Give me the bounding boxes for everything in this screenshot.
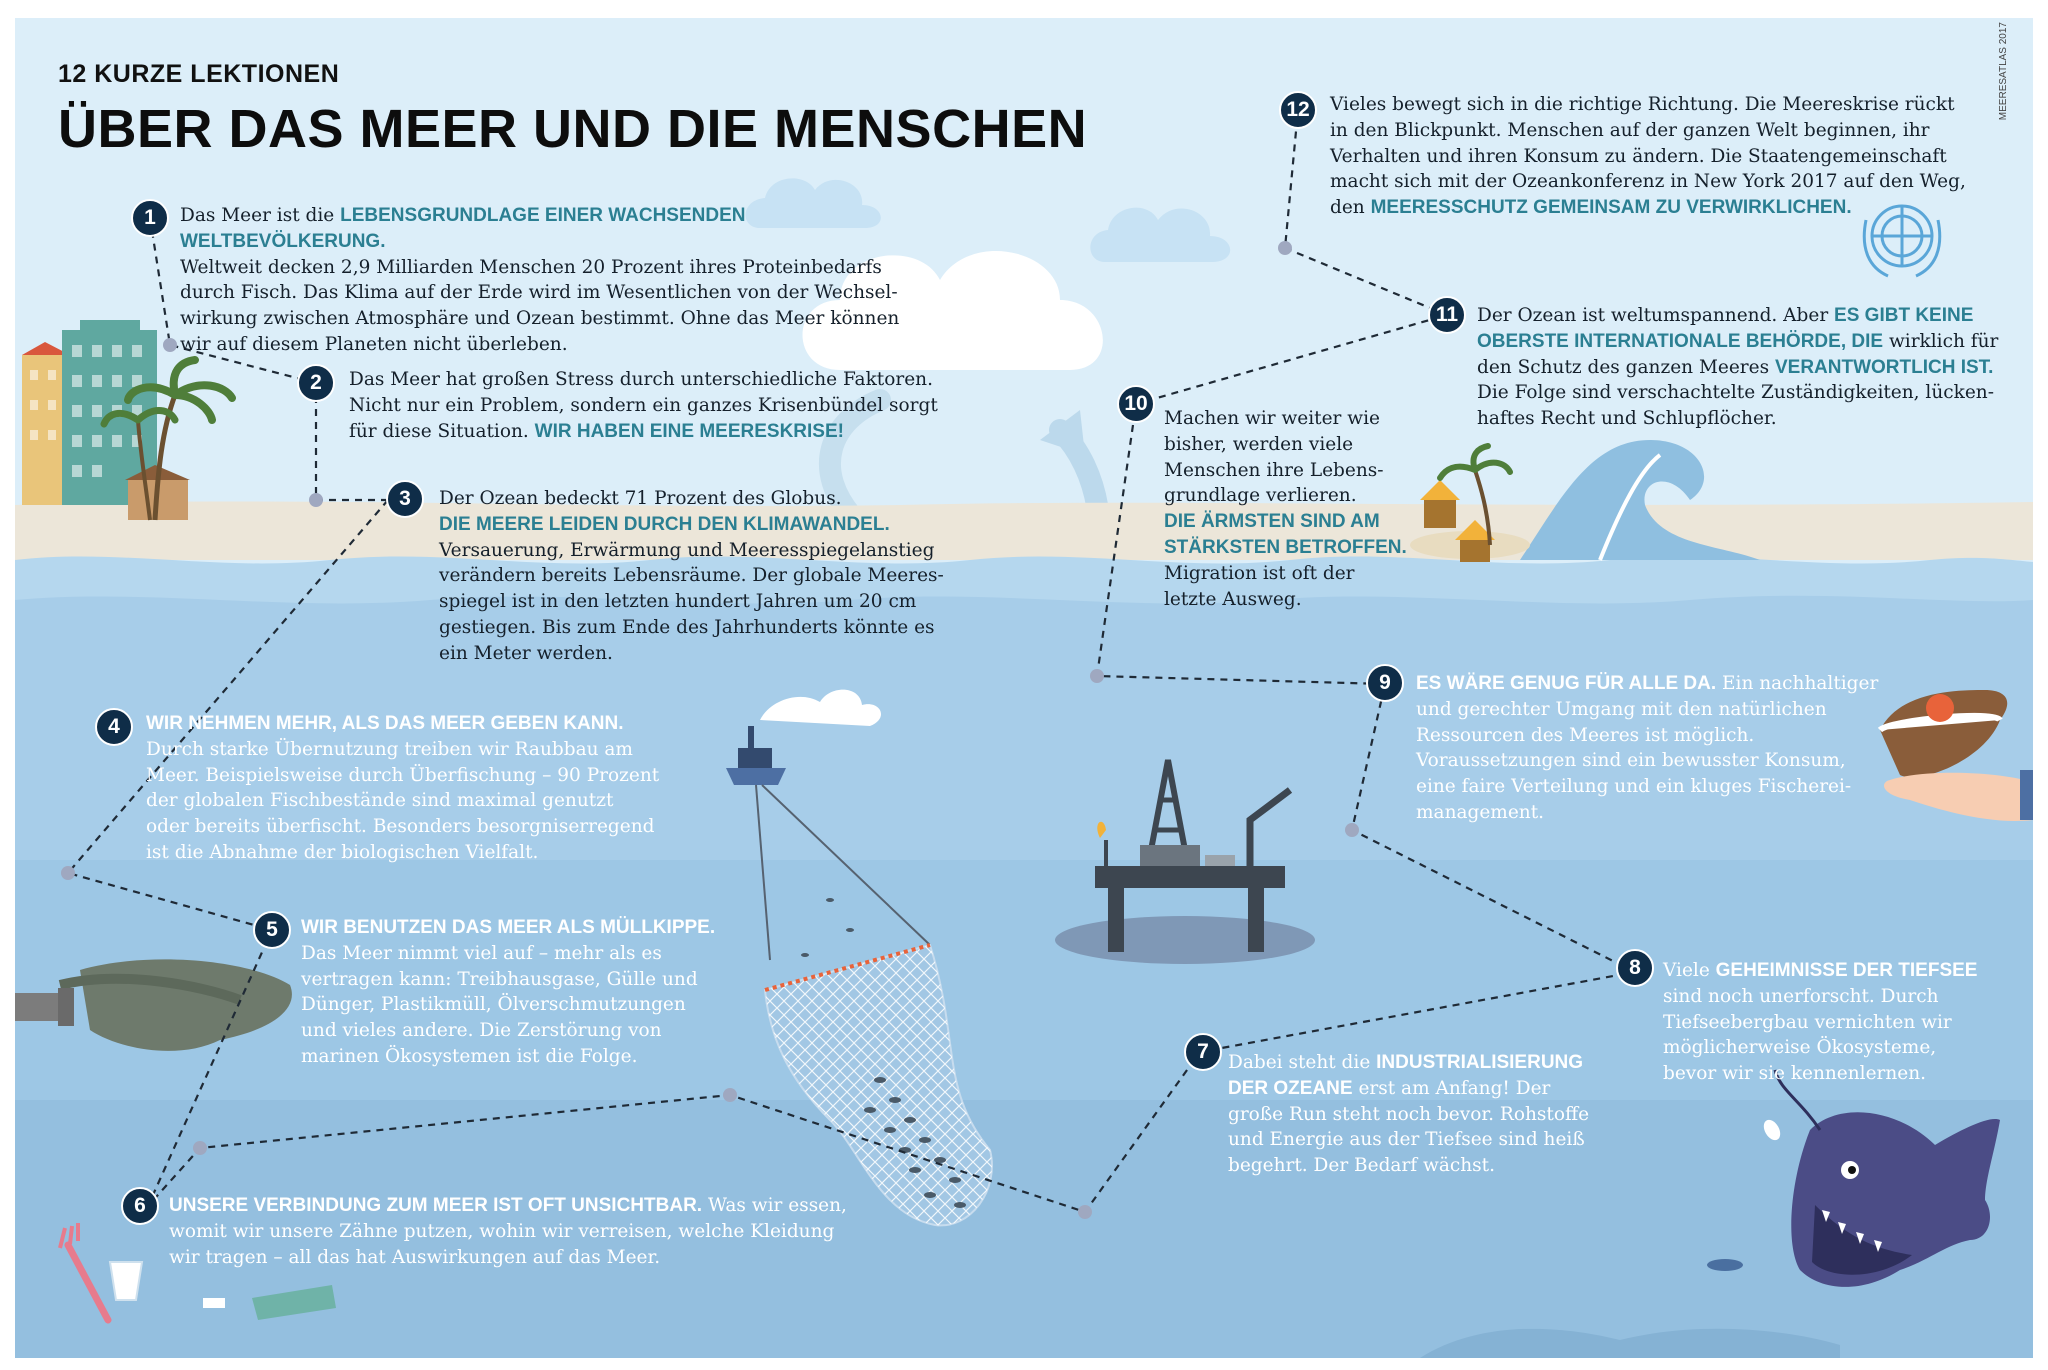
body-text: vertragen kann: Treibhausgase, Gülle und — [301, 968, 698, 990]
body-text: durch Fisch. Das Klima auf der Erde wird im Wesentlichen von der Wechsel- — [180, 282, 898, 304]
body-text: Dünger, Plastikmüll, Ölverschmutzungen — [301, 994, 686, 1016]
body-text: der globalen Fischbestände sind maximal genutzt — [146, 790, 614, 812]
body-text: Migration ist oft der — [1164, 562, 1355, 584]
lesson-line — [180, 280, 950, 306]
highlight-text: DER OZEANE — [1228, 1077, 1353, 1099]
lesson-line — [1477, 380, 2017, 406]
body-text: den — [1330, 197, 1371, 219]
highlight-text: MEERESSCHUTZ GEMEINSAM ZU VERWIRKLICHEN. — [1370, 197, 1852, 219]
lesson-1-badge: 1 — [131, 199, 169, 237]
lesson-5-text — [301, 915, 741, 1070]
body-text: und gerechter Umgang mit den natürlichen — [1416, 698, 1827, 720]
lesson-line — [1416, 697, 1896, 723]
lesson-line — [146, 840, 746, 866]
lesson-7-badge: 7 — [1184, 1033, 1222, 1071]
lesson-line — [1164, 587, 1464, 613]
lesson-line — [439, 512, 979, 538]
lesson-line — [1228, 1102, 1648, 1128]
lesson-line — [1477, 355, 2017, 381]
lesson-10-badge: 10 — [1117, 385, 1155, 423]
lesson-12-text — [1330, 92, 2010, 221]
lesson-line — [301, 1018, 741, 1044]
lesson-line — [439, 486, 979, 512]
body-text: wir auf diesem Planeten nicht überleben. — [180, 333, 568, 355]
credit-text: MEERESATLAS 2017 — [1998, 22, 2009, 121]
highlight-text: WIR HABEN EINE MEERESKRISE! — [534, 420, 844, 442]
lesson-11-text — [1477, 303, 2017, 432]
lesson-line — [1164, 509, 1464, 535]
lesson-line — [301, 967, 741, 993]
lesson-11-badge: 11 — [1428, 296, 1466, 334]
lesson-line — [1228, 1127, 1648, 1153]
body-text: möglicherweise Ökosysteme, — [1663, 1037, 1937, 1059]
body-text: Das Meer ist die — [180, 205, 341, 226]
highlight-text: ES WÄRE GENUG FÜR ALLE DA. — [1416, 673, 1717, 694]
highlight-text: WIR BENUTZEN DAS MEER ALS MÜLLKIPPE. — [301, 917, 716, 938]
body-text: große Run steht noch bevor. Rohstoffe — [1228, 1103, 1590, 1125]
highlight-text: OBERSTE INTERNATIONALE BEHÖRDE, DIE — [1477, 330, 1884, 352]
body-text: Vieles bewegt sich in die richtige Richtung. Die Meereskrise rückt — [1330, 94, 1955, 115]
body-text: Versauerung, Erwärmung und Meeresspiegelanstieg — [439, 539, 935, 561]
body-text: Menschen ihre Lebens- — [1164, 459, 1384, 481]
highlight-text: STÄRKSTEN BETROFFEN. — [1164, 536, 1407, 558]
lesson-line — [1164, 483, 1464, 509]
body-text: Voraussetzungen sind ein bewusster Konsum, — [1416, 750, 1846, 772]
body-text: eine faire Verteilung und ein kluges Fischerei- — [1416, 776, 1852, 798]
lesson-line — [169, 1193, 909, 1219]
lesson-line — [180, 332, 950, 358]
lesson-9-badge: 9 — [1366, 664, 1404, 702]
lesson-line — [439, 615, 979, 641]
lesson-line — [1330, 169, 2010, 195]
lesson-line — [1663, 958, 2003, 984]
body-text: Die Folge sind verschachtelte Zuständigkeiten, lücken- — [1477, 382, 1994, 404]
lesson-line — [1164, 406, 1464, 432]
subtitle: 12 KURZE LEKTIONEN — [58, 60, 340, 88]
lesson-line — [439, 538, 979, 564]
highlight-text: WIR NEHMEN MEHR, ALS DAS MEER GEBEN KANN. — [146, 713, 624, 734]
body-text: Der Ozean bedeckt 71 Prozent des Globus. — [439, 488, 842, 509]
highlight-text: VERANTWORTLICH IST. — [1774, 356, 1994, 378]
lesson-6-badge: 6 — [121, 1187, 159, 1225]
highlight-text: INDUSTRIALISIERUNG — [1376, 1052, 1584, 1073]
highlight-text: LEBENSGRUNDLAGE EINER WACHSENDEN WELTBEVÖLKERUNG. — [180, 205, 746, 252]
body-text: und vieles andere. Die Zerstörung von — [301, 1020, 662, 1042]
lesson-line — [180, 203, 950, 255]
lesson-line — [1663, 1010, 2003, 1036]
highlight-text: UNSERE VERBINDUNG ZUM MEER IST OFT UNSICHTBAR. — [169, 1195, 703, 1216]
body-text: Durch starke Übernutzung treiben wir Raubbau am — [146, 738, 633, 760]
lesson-line — [169, 1219, 909, 1245]
body-text: Das Meer nimmt viel auf – mehr als es — [301, 942, 662, 964]
lesson-12-badge: 12 — [1279, 91, 1317, 129]
lesson-line — [146, 814, 746, 840]
body-text: spiegel ist in den letzten hundert Jahren um 20 cm — [439, 591, 917, 613]
body-text: den Schutz des ganzen Meeres — [1477, 356, 1775, 378]
body-text: in den Blickpunkt. Menschen auf der ganzen Welt beginnen, ihr — [1330, 119, 1930, 141]
lesson-line — [1228, 1050, 1648, 1076]
body-text: Dabei steht die — [1228, 1052, 1377, 1073]
lesson-line — [1330, 144, 2010, 170]
lesson-line — [1663, 1061, 2003, 1087]
body-text: für diese Situation. — [349, 420, 535, 442]
lesson-line — [1416, 748, 1896, 774]
body-text: und Energie aus der Tiefsee sind heiß — [1228, 1129, 1585, 1151]
highlight-text: ES GIBT KEINE — [1834, 305, 1974, 326]
highlight-text: DIE ÄRMSTEN SIND AM — [1164, 511, 1380, 533]
lesson-line — [301, 1044, 741, 1070]
body-text: letzte Ausweg. — [1164, 588, 1302, 610]
body-text: Was wir essen, — [702, 1195, 847, 1216]
lesson-6-text — [169, 1193, 909, 1270]
lesson-line — [1416, 723, 1896, 749]
lesson-line — [146, 737, 746, 763]
lesson-line — [1477, 303, 2017, 329]
lesson-line — [146, 788, 746, 814]
body-text: Ein nachhaltiger — [1716, 673, 1879, 694]
lesson-line — [1477, 406, 2017, 432]
lesson-9-text — [1416, 671, 1896, 826]
lesson-8-text — [1663, 958, 2003, 1087]
body-text: Machen wir weiter wie — [1164, 408, 1380, 429]
body-text: management. — [1416, 801, 1545, 823]
highlight-text: GEHEIMNISSE DER TIEFSEE — [1715, 960, 1978, 981]
body-text: Tiefseebergbau vernichten wir — [1663, 1011, 1952, 1033]
lesson-line — [1164, 561, 1464, 587]
lesson-8-badge: 8 — [1616, 949, 1654, 987]
body-text: Viele — [1663, 960, 1716, 981]
lesson-4-text — [146, 711, 746, 866]
lesson-line — [1416, 671, 1896, 697]
body-text: sind noch unerforscht. Durch — [1663, 985, 1939, 1007]
lesson-line — [439, 641, 979, 667]
body-text: begehrt. Der Bedarf wächst. — [1228, 1155, 1495, 1177]
body-text: gestiegen. Bis zum Ende des Jahrhunderts könnte es — [439, 616, 935, 638]
lesson-3-text — [439, 486, 979, 667]
lesson-line — [146, 763, 746, 789]
body-text: haftes Recht und Schlupflöcher. — [1477, 408, 1777, 430]
lesson-line — [1330, 195, 2010, 221]
lesson-2-text — [349, 367, 969, 444]
body-text: macht sich mit der Ozeankonferenz in New York 2017 auf den Weg, — [1330, 171, 1966, 193]
body-text: erst am Anfang! Der — [1352, 1077, 1551, 1099]
lesson-line — [1330, 92, 2010, 118]
body-text: Ressourcen des Meeres ist möglich. — [1416, 724, 1755, 746]
lesson-line — [180, 255, 950, 281]
lesson-line — [1416, 774, 1896, 800]
body-text: verändern bereits Lebensräume. Der globale Meeres- — [439, 565, 944, 587]
lesson-line — [1228, 1153, 1648, 1179]
lesson-line — [1416, 800, 1896, 826]
lesson-line — [349, 393, 969, 419]
lesson-2-badge: 2 — [297, 364, 335, 402]
lesson-4-badge: 4 — [95, 708, 133, 746]
body-text: Das Meer hat großen Stress durch unterschiedliche Faktoren. — [349, 369, 933, 390]
lesson-line — [301, 915, 741, 941]
body-text: wirklich für — [1883, 330, 1999, 352]
lesson-line — [1663, 1035, 2003, 1061]
lesson-7-text — [1228, 1050, 1648, 1179]
lesson-line — [1228, 1076, 1648, 1102]
lesson-line — [439, 589, 979, 615]
body-text: grundlage verlieren. — [1164, 485, 1357, 507]
body-text: wirkung zwischen Atmosphäre und Ozean bestimmt. Ohne das Meer können — [180, 308, 900, 330]
body-text: wir tragen – all das hat Auswirkungen auf das Meer. — [169, 1246, 661, 1268]
body-text: Der Ozean ist weltumspannend. Aber — [1477, 305, 1835, 326]
body-text: ein Meter werden. — [439, 642, 613, 664]
body-text: oder bereits überfischt. Besonders besorgniserregend — [146, 816, 655, 838]
body-text: womit wir unsere Zähne putzen, wohin wir verreisen, welche Kleidung — [169, 1220, 835, 1242]
body-text: Meer. Beispielsweise durch Überfischung – 90 Prozent — [146, 764, 660, 786]
lesson-line — [1164, 458, 1464, 484]
body-text: marinen Ökosystemen ist die Folge. — [301, 1045, 638, 1067]
lesson-line — [349, 367, 969, 393]
lesson-1-text — [180, 203, 950, 358]
lesson-line — [1477, 329, 2017, 355]
beach — [15, 501, 2033, 560]
lesson-line — [1164, 535, 1464, 561]
lesson-line — [169, 1245, 909, 1271]
page-title: ÜBER DAS MEER UND DIE MENSCHEN — [58, 99, 1088, 159]
lesson-line — [349, 419, 969, 445]
lesson-line — [301, 941, 741, 967]
body-text: ist die Abnahme der biologischen Vielfalt. — [146, 841, 539, 863]
lesson-line — [439, 563, 979, 589]
body-text: Weltweit decken 2,9 Milliarden Menschen 20 Prozent ihres Proteinbedarfs — [180, 256, 882, 278]
lesson-line — [1663, 984, 2003, 1010]
lesson-line — [301, 992, 741, 1018]
lesson-5-badge: 5 — [253, 911, 291, 949]
body-text: bevor wir sie kennenlernen. — [1663, 1063, 1927, 1085]
lesson-line — [146, 711, 746, 737]
lesson-3-badge: 3 — [386, 480, 424, 518]
lesson-line — [1330, 118, 2010, 144]
body-text: bisher, werden viele — [1164, 433, 1354, 455]
body-text: Verhalten und ihren Konsum zu ändern. Die Staatengemeinschaft — [1330, 145, 1947, 167]
body-text: Nicht nur ein Problem, sondern ein ganzes Krisenbündel sorgt — [349, 394, 938, 416]
lesson-line — [180, 306, 950, 332]
highlight-text: DIE MEERE LEIDEN DURCH DEN KLIMAWANDEL. — [439, 513, 890, 535]
lesson-10-text — [1164, 406, 1464, 612]
lesson-line — [1164, 432, 1464, 458]
